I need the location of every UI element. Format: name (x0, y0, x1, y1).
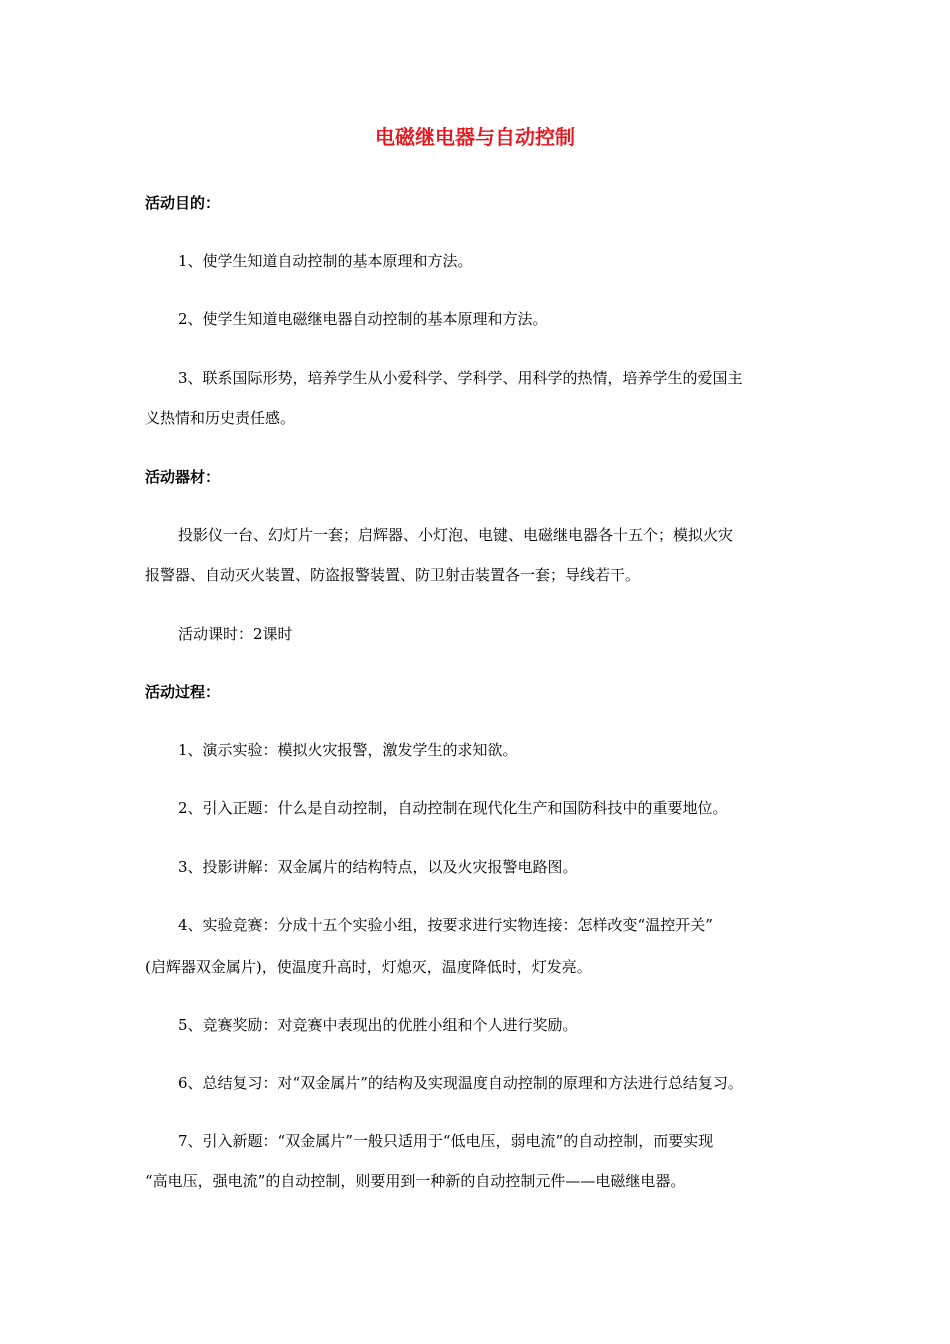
purpose-item-3: 3、联系国际形势，培养学生从小爱科学、学科学、用科学的热情，培养学生的爱国主 (178, 369, 743, 387)
materials-line-2: 报警器、自动灭火装置、防盗报警装置、防卫射击装置各一套；导线若干。 (145, 566, 641, 584)
process-item-5: 5、竞赛奖励：对竞赛中表现出的优胜小组和个人进行奖励。 (178, 1016, 578, 1034)
activity-duration: 活动课时：2课时 (178, 625, 293, 643)
section-heading-process: 活动过程： (145, 683, 221, 701)
purpose-item-3-continued: 义热情和历史责任感。 (145, 409, 296, 427)
section-heading-purpose: 活动目的： (145, 194, 221, 212)
process-item-1: 1、演示实验：模拟火灾报警，激发学生的求知欲。 (178, 741, 518, 759)
process-item-2: 2、引入正题：什么是自动控制，自动控制在现代化生产和国防科技中的重要地位。 (178, 799, 728, 817)
process-item-3: 3、投影讲解：双金属片的结构特点，以及火灾报警电路图。 (178, 858, 578, 876)
process-item-6: 6、总结复习：对“双金属片”的结构及实现温度自动控制的原理和方法进行总结复习。 (178, 1074, 743, 1092)
process-item-4-continued: (启辉器双金属片)，使温度升高时，灯熄灭，温度降低时，灯发亮。 (145, 958, 592, 976)
section-heading-materials: 活动器材： (145, 468, 221, 486)
process-item-7-continued: “高电压，强电流”的自动控制，则要用到一种新的自动控制元件——电磁继电器。 (145, 1172, 686, 1190)
process-item-4: 4、实验竞赛：分成十五个实验小组，按要求进行实物连接：怎样改变“温控开关” (178, 916, 713, 934)
purpose-item-1: 1、使学生知道自动控制的基本原理和方法。 (178, 252, 473, 270)
purpose-item-2: 2、使学生知道电磁继电器自动控制的基本原理和方法。 (178, 310, 548, 328)
materials-line-1: 投影仪一台、幻灯片一套；启辉器、小灯泡、电键、电磁继电器各十五个；模拟火灾 (178, 526, 734, 544)
document-title: 电磁继电器与自动控制 (375, 125, 575, 149)
process-item-7: 7、引入新题：“双金属片”一般只适用于“低电压，弱电流”的自动控制，而要实现 (178, 1132, 714, 1150)
